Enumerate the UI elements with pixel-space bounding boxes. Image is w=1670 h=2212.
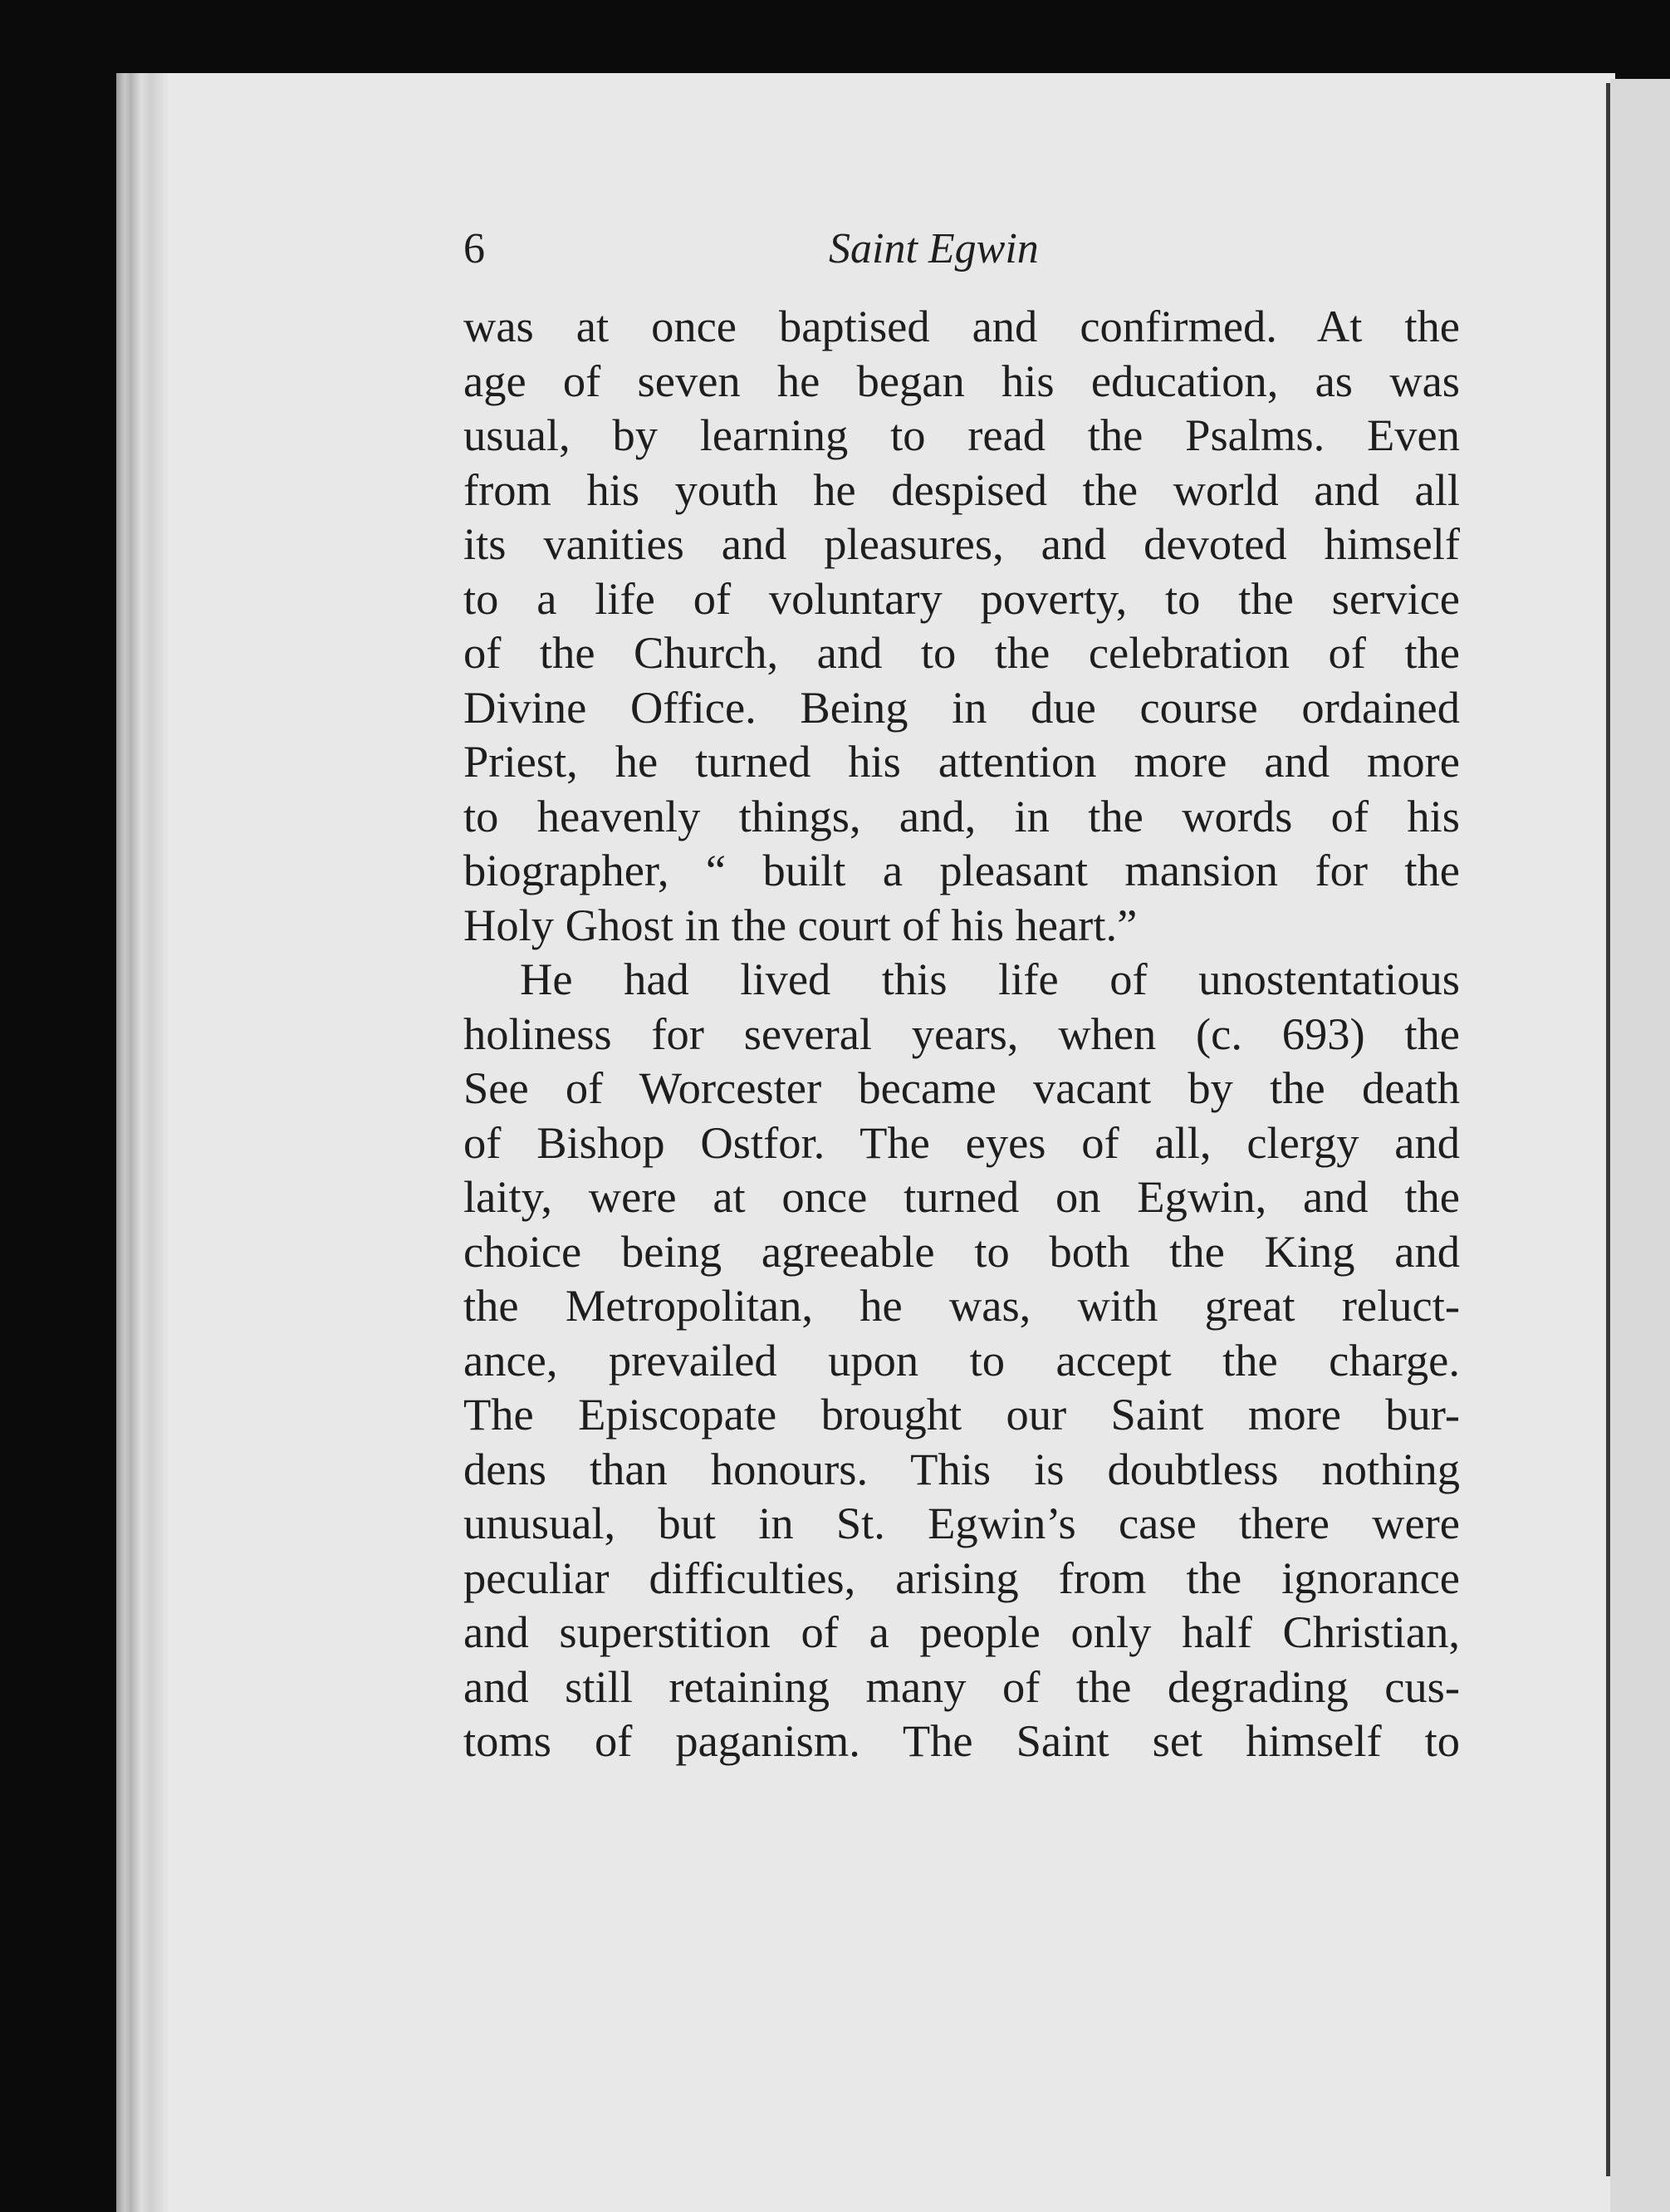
text-line: usual, by learning to read the Psalms. Even	[463, 410, 1460, 460]
text-line: He had lived this life of unostentatious	[520, 954, 1460, 1004]
text-line: Holy Ghost in the court of his heart.”	[463, 899, 1138, 950]
text-line: to a life of voluntary poverty, to the service	[463, 572, 1460, 624]
text-line: holiness for several years, when (c. 693) the	[463, 1008, 1460, 1059]
body-text	[463, 299, 1460, 1768]
text-line: choice being agreeable to both the King and	[463, 1225, 1460, 1277]
paragraph-1	[463, 299, 1460, 952]
running-title: Saint Egwin	[829, 225, 1039, 272]
page-content	[463, 224, 1460, 1768]
facing-page-edge	[1610, 79, 1670, 2212]
text-line: age of seven he began his education, as was	[463, 355, 1460, 406]
text-line: of Bishop Ostfor. The eyes of all, clergy and	[463, 1116, 1460, 1168]
text-line: of the Church, and to the celebration of the	[463, 627, 1460, 678]
page-number: 6	[463, 225, 485, 272]
running-head	[463, 224, 1460, 276]
text-line: to heavenly things, and, in the words of his	[463, 790, 1460, 841]
text-line: unusual, but in St. Egwin’s case there were	[463, 1498, 1460, 1548]
text-line: See of Worcester became vacant by the death	[463, 1062, 1460, 1113]
text-line: dens than honours. This is doubtless nothing	[463, 1443, 1460, 1494]
text-line: was at once baptised and confirmed. At the	[463, 301, 1460, 351]
text-line: peculiar difficulties, arising from the ignorance	[463, 1552, 1460, 1603]
text-line: toms of paganism. The Saint set himself to	[463, 1715, 1460, 1766]
text-line: from his youth he despised the world and all	[463, 463, 1460, 515]
text-line: the Metropolitan, he was, with great reluct-	[463, 1280, 1460, 1331]
page-gutter-divider	[1606, 83, 1610, 2176]
page-edge-left	[116, 73, 168, 2212]
paragraph-2	[463, 952, 1460, 1768]
text-line: Priest, he turned his attention more and more	[463, 736, 1460, 787]
text-line: Divine Office. Being in due course ordained	[463, 681, 1460, 733]
text-line: and superstition of a people only half Christian,	[463, 1606, 1460, 1657]
text-line: laity, were at once turned on Egwin, and the	[463, 1171, 1460, 1222]
text-line: and still retaining many of the degrading cus-	[463, 1660, 1460, 1712]
text-line: The Episcopate brought our Saint more bur-	[463, 1389, 1460, 1440]
text-line: ance, prevailed upon to accept the charge.	[463, 1334, 1460, 1386]
text-line: biographer, “ built a pleasant mansion for the	[463, 845, 1460, 895]
text-line: its vanities and pleasures, and devoted himself	[463, 518, 1460, 569]
